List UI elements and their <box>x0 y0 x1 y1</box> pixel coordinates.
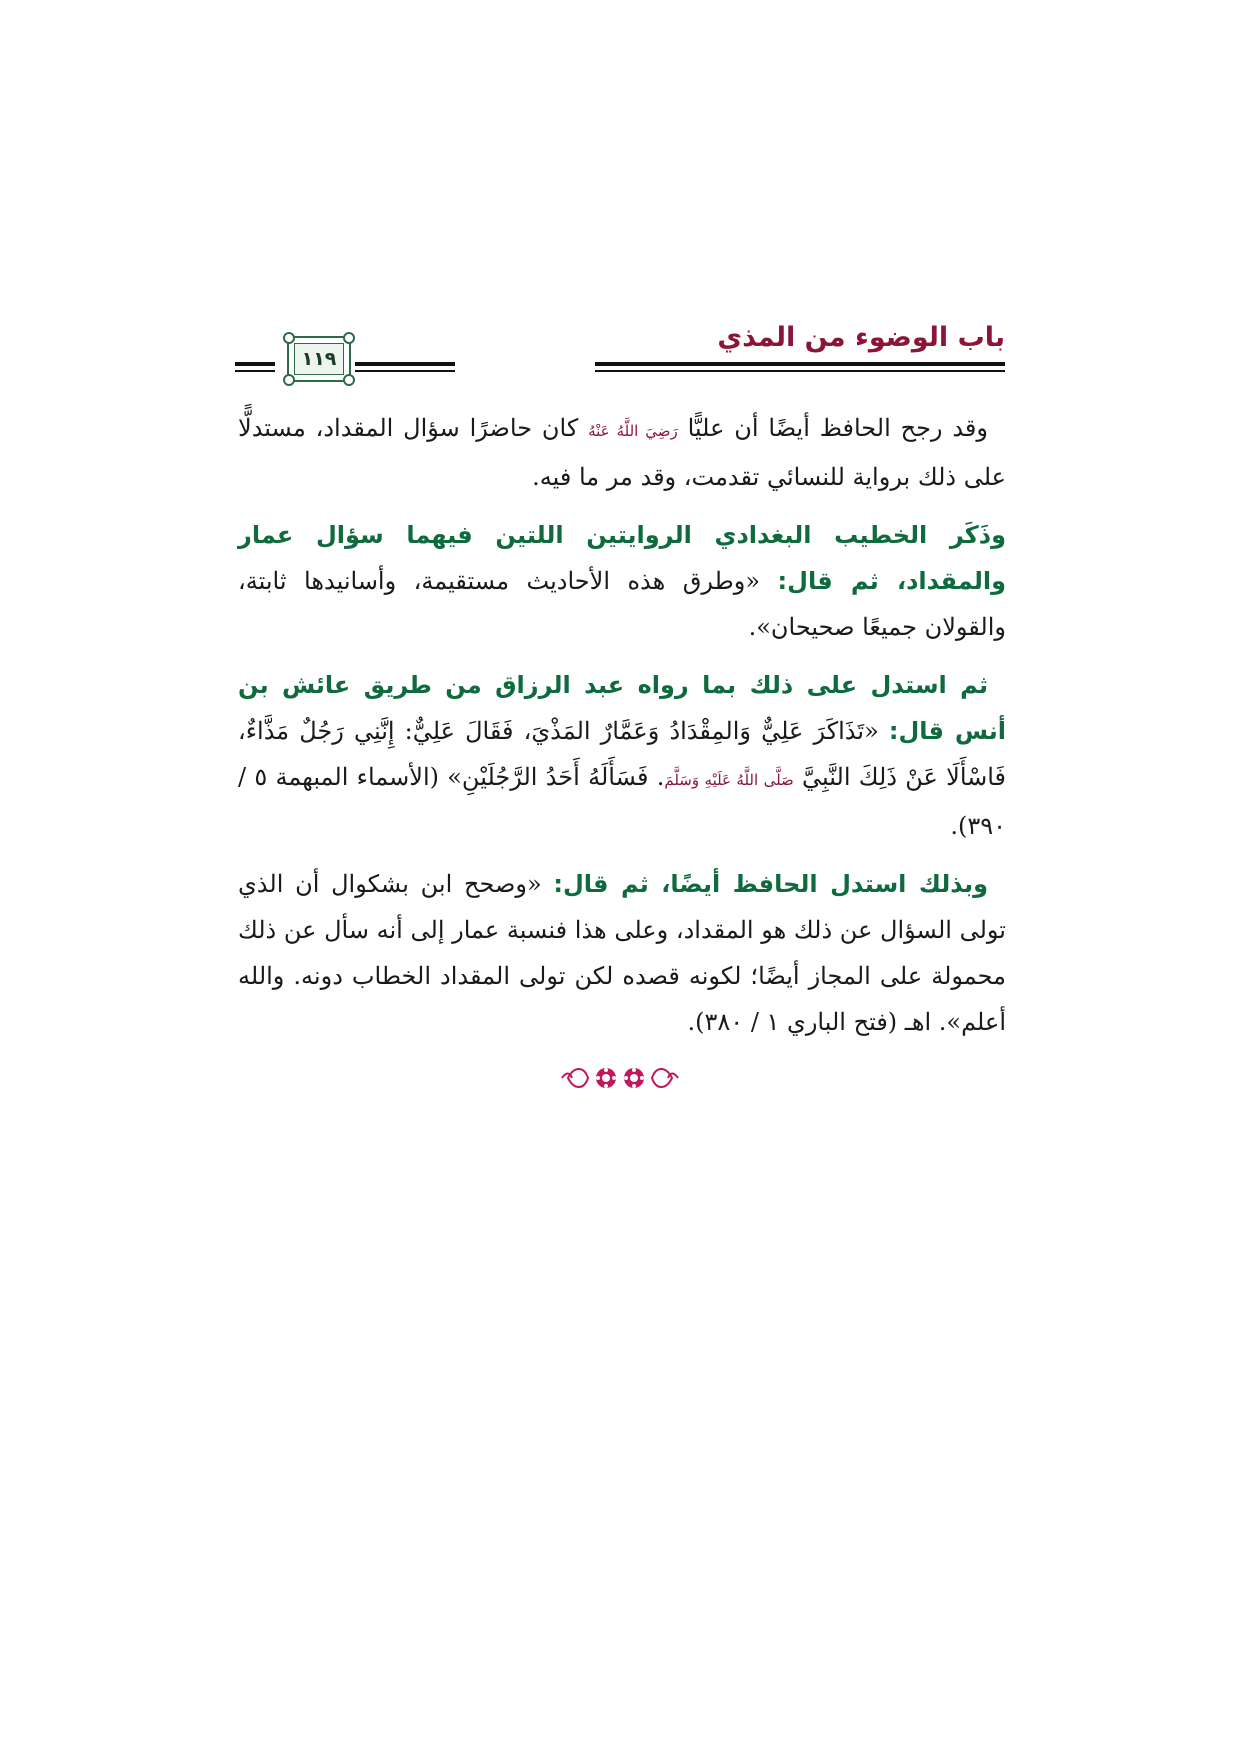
badge-corner-ornament <box>343 374 355 386</box>
paragraph-text: وقد رجح الحافظ أيضًا أن عليًّا <box>677 414 988 442</box>
header-rule-middle <box>355 362 455 372</box>
chapter-title: باب الوضوء من المذي <box>717 322 1005 353</box>
paragraph-text: كان حاضرًا سؤال المقداد، مستدلًّا على ذلك برواية للنسائي تقدمت، وقد مر ما فيه. <box>238 414 1006 491</box>
paragraph-text: . فَسَأَلَهُ أَحَدُ الرَّجُلَيْنِ» (الأسماء المبهمة ٥ / ٣٩٠). <box>238 763 1006 840</box>
paragraph <box>238 405 1006 500</box>
page-number-badge <box>287 336 351 382</box>
section-end-ornament-icon <box>560 1058 680 1098</box>
page-header <box>235 318 1005 388</box>
honorific-mark: رَضِيَ اللَّهُ عَنْهُ <box>588 422 678 440</box>
badge-corner-ornament <box>283 332 295 344</box>
paragraph-text: «تَذَاكَرَ عَلِيٌّ وَالمِقْدَادُ وَعَمَّارٌ المَذْيَ، فَقَالَ عَلِيٌّ: إِنَّنِي رَجُلٌ مَذَّاءٌ، فَاسْأَلَا عَنْ ذَلِكَ النَّبِيَّ <box>238 717 1007 791</box>
honorific-mark: صَلَّى اللَّهُ عَلَيْهِ وَسَلَّمَ <box>664 771 794 789</box>
page-number: ١١٩ <box>301 348 337 370</box>
badge-corner-ornament <box>343 332 355 344</box>
header-rule-short <box>235 362 275 372</box>
page-body <box>238 405 1006 1057</box>
paragraph <box>238 662 1006 849</box>
badge-corner-ornament <box>283 374 295 386</box>
paragraph-lead: وذَكَر الخطيب البغدادي الروايتين اللتين فيهما سؤال عمار والمقداد، ثم قال: <box>238 521 1006 595</box>
paragraph-lead: ثم استدل على ذلك بما رواه عبد الرزاق من طريق عائش بن أنس قال: <box>238 671 1006 745</box>
paragraph-text: «وصحح ابن بشكوال أن الذي تولى السؤال عن ذلك هو المقداد، وعلى هذا فنسبة عمار إلى أنه سأل عن ذلك محمولة على المجاز أيضًا؛ لكونه قصده لكن تولى المقداد الخطاب دونه. والله أعلم». اهـ (فتح الباري ١ / ٣٨٠). <box>238 870 1006 1036</box>
header-rule <box>595 362 1005 372</box>
paragraph-text: «وطرق هذه الأحاديث مستقيمة، وأسانيدها ثابتة، والقولان جميعًا صحيحان». <box>238 567 1006 641</box>
paragraph <box>238 512 1006 650</box>
paragraph <box>238 861 1006 1045</box>
paragraph-lead: وبذلك استدل الحافظ أيضًا، ثم قال: <box>553 870 989 898</box>
